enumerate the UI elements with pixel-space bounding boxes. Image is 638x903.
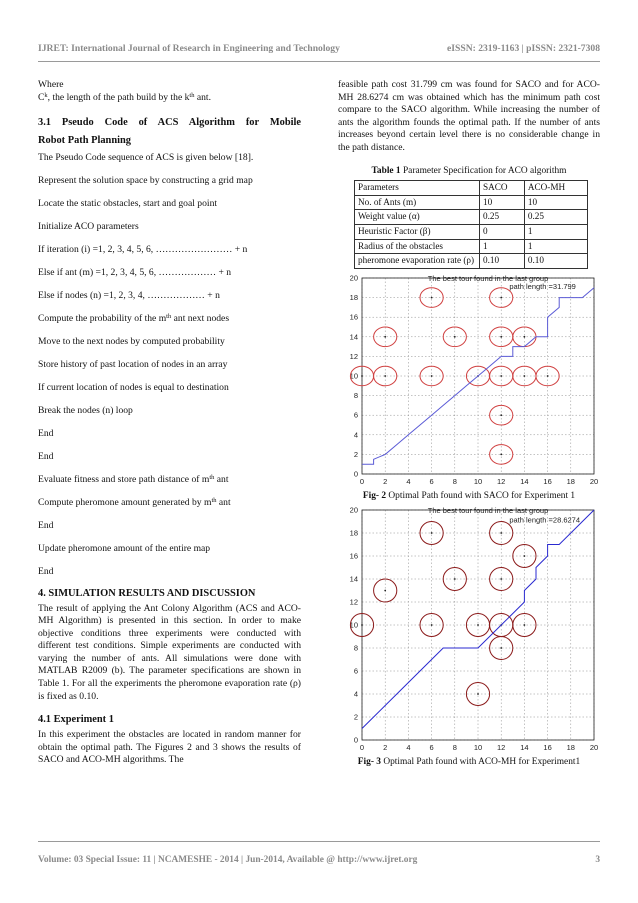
obstacle-center bbox=[431, 296, 433, 298]
pseudo-line: Break the nodes (n) loop bbox=[38, 405, 133, 417]
table-cell: 0.25 bbox=[480, 210, 525, 225]
table-cell: Heuristic Factor (β) bbox=[355, 224, 480, 239]
table-cell: 0.10 bbox=[524, 254, 587, 269]
table-cell: 0.25 bbox=[524, 210, 587, 225]
x-tick-label: 12 bbox=[497, 476, 506, 486]
header-rule bbox=[38, 61, 600, 62]
page-number: 3 bbox=[595, 855, 600, 865]
table-cell: 0 bbox=[480, 224, 525, 239]
table-row bbox=[355, 210, 588, 225]
prob-end: ant next nodes bbox=[171, 313, 230, 325]
obstacle-center bbox=[524, 555, 526, 557]
pher-text: Compute pheromone amount generated by m bbox=[38, 496, 212, 508]
table-cell: 1 bbox=[524, 239, 587, 254]
y-tick-label: 10 bbox=[349, 620, 358, 630]
section-3-1-line1: 3.1 Pseudo Code of ACS Algorithm for Mobile bbox=[38, 117, 301, 129]
path-length-annotation: path length =31.799 bbox=[509, 281, 576, 291]
pseudo-line: Initialize ACO parameters bbox=[38, 221, 139, 233]
x-tick-label: 2 bbox=[383, 476, 388, 486]
pseudo-line: Locate the static obstacles, start and goal point bbox=[38, 198, 218, 210]
y-tick-label: 6 bbox=[353, 666, 358, 676]
obstacle-center bbox=[431, 624, 433, 626]
section-4-paragraph: The result of applying the Ant Colony Algorithm (ACS and ACO-MH Algorithm) is presented in this section. In order to make objective conditions three experiments were conducted with different test conditions. Simple experiments are conducted with varying the number of ants. All simulations were done with MATLAB R2009 (b). The parameter specifications are shown in Table 1. For all the experiments the pheromone evaporation rate (ρ) is fixed as 0.10. bbox=[38, 602, 301, 702]
pseudo-line: End bbox=[38, 450, 54, 462]
x-tick-label: 10 bbox=[473, 743, 483, 753]
table-header-cell: ACO-MH bbox=[524, 181, 587, 196]
section-3-1-line2: Robot Path Planning bbox=[38, 135, 131, 147]
fit-sup: th bbox=[209, 473, 215, 481]
table-header-row bbox=[355, 181, 588, 196]
obstacle-center bbox=[500, 532, 502, 534]
x-tick-label: 20 bbox=[589, 743, 599, 753]
obstacle-center bbox=[500, 414, 502, 416]
y-tick-label: 4 bbox=[353, 689, 358, 699]
chart-title: The best tour found in the last group bbox=[427, 506, 549, 516]
obstacle-center bbox=[547, 375, 549, 377]
obstacle-center bbox=[524, 624, 526, 626]
obstacle-center bbox=[454, 336, 456, 338]
y-tick-label: 16 bbox=[349, 312, 358, 322]
pseudo-line: Move to the next nodes by computed probability bbox=[38, 336, 225, 348]
table-header-cell: SACO bbox=[480, 181, 525, 196]
x-tick-label: 0 bbox=[359, 476, 365, 486]
obstacle-center bbox=[500, 296, 502, 298]
table-header-cell: Parameters bbox=[355, 181, 480, 196]
fit-end: ant bbox=[214, 473, 229, 485]
section-4-1-heading: 4.1 Experiment 1 bbox=[38, 714, 114, 726]
obstacle-center bbox=[500, 578, 502, 580]
pher-sup: th bbox=[211, 496, 217, 504]
obstacle-center bbox=[361, 624, 363, 626]
table-caption-text: Parameter Specification for ACO algorithm bbox=[400, 165, 567, 176]
obstacle-center bbox=[477, 693, 479, 695]
x-tick-label: 0 bbox=[359, 743, 365, 753]
pseudo-line: End bbox=[38, 565, 54, 577]
y-tick-label: 2 bbox=[353, 449, 358, 459]
x-tick-label: 10 bbox=[473, 476, 483, 486]
pseudo-line: Update pheromone amount of the entire map bbox=[38, 542, 211, 554]
table-row bbox=[355, 254, 588, 269]
x-tick-label: 18 bbox=[566, 743, 575, 753]
figure-3-text: Optimal Path found with ACO-MH for Experiment1 bbox=[380, 757, 581, 768]
ck-text: , the length of the path build by the k bbox=[47, 91, 190, 103]
ck-definition bbox=[38, 92, 301, 105]
journal-name: IJRET: International Journal of Research in Engineering and Technology bbox=[38, 43, 340, 54]
section-4-1-paragraph: In this experiment the obstacles are located in random manner for obtain the optimal path. The Figures 2 and 3 shows the results of SACO and ACO-MH algorithms. The bbox=[38, 729, 301, 766]
table-row bbox=[355, 224, 588, 239]
x-tick-label: 4 bbox=[406, 743, 411, 753]
x-tick-label: 2 bbox=[383, 743, 388, 753]
pseudo-line: Store history of past location of nodes in an array bbox=[38, 359, 228, 371]
y-tick-label: 6 bbox=[353, 410, 358, 420]
pher-end: ant bbox=[216, 496, 231, 508]
table-cell: pheromone evaporation rate (ρ) bbox=[355, 254, 480, 269]
table-cell: 10 bbox=[480, 195, 525, 210]
y-tick-label: 2 bbox=[353, 712, 358, 722]
x-tick-label: 6 bbox=[429, 476, 434, 486]
pseudo-line: Else if ant (m) =1, 2, 3, 4, 5, 6, ……………… + n bbox=[38, 267, 232, 279]
path-length-annotation: path length =28.6274 bbox=[509, 515, 581, 525]
y-tick-label: 18 bbox=[349, 528, 358, 538]
x-tick-label: 16 bbox=[543, 476, 552, 486]
footer-rule bbox=[38, 841, 600, 842]
aco-mh-path-chart bbox=[338, 504, 600, 756]
obstacle-center bbox=[500, 336, 502, 338]
prob-text: Compute the probability of the m bbox=[38, 313, 167, 325]
y-tick-label: 12 bbox=[349, 351, 358, 361]
where-text: Where bbox=[38, 79, 64, 90]
ck-symbol: C bbox=[38, 91, 45, 103]
x-tick-label: 18 bbox=[566, 476, 575, 486]
x-tick-label: 8 bbox=[452, 743, 457, 753]
y-tick-label: 0 bbox=[353, 735, 358, 745]
obstacle-center bbox=[500, 375, 502, 377]
obstacle-center bbox=[500, 647, 502, 649]
page-header bbox=[38, 43, 600, 57]
saco-path-chart bbox=[338, 272, 600, 490]
y-tick-label: 8 bbox=[353, 390, 358, 400]
obstacle-center bbox=[361, 375, 363, 377]
y-tick-label: 20 bbox=[349, 273, 358, 283]
x-tick-label: 14 bbox=[520, 476, 529, 486]
obstacle-center bbox=[384, 375, 386, 377]
results-paragraph: feasible path cost 31.799 cm was found for SACO and for ACO-MH 28.6274 cm was obtained which has the minimum path cost compare to the SACO algorithm. While increasing the number of ants the algorithm founds the optimal path. If the number of ants increases beyond certain level there is no considerable change in the path distance. bbox=[338, 79, 600, 153]
pseudo-line: End bbox=[38, 519, 54, 531]
pseudo-fitness bbox=[38, 474, 301, 487]
x-tick-label: 12 bbox=[497, 743, 506, 753]
obstacle-center bbox=[524, 336, 526, 338]
prob-sup: th bbox=[166, 313, 172, 321]
table-cell: 0.10 bbox=[480, 254, 525, 269]
table-row bbox=[355, 195, 588, 210]
obstacle-center bbox=[454, 578, 456, 580]
pseudo-line: Represent the solution space by constructing a grid map bbox=[38, 175, 253, 187]
obstacle-center bbox=[431, 375, 433, 377]
fit-text: Evaluate fitness and store path distance of m bbox=[38, 473, 210, 485]
obstacle-center bbox=[500, 453, 502, 455]
y-tick-label: 20 bbox=[349, 505, 358, 515]
x-tick-label: 8 bbox=[452, 476, 457, 486]
table-row bbox=[355, 239, 588, 254]
obstacle-center bbox=[524, 375, 526, 377]
figure-3-caption bbox=[338, 756, 600, 769]
y-tick-label: 0 bbox=[353, 469, 358, 479]
issn: eISSN: 2319-1163 | pISSN: 2321-7308 bbox=[447, 43, 600, 54]
table-caption bbox=[338, 165, 600, 178]
table-cell: Weight value (α) bbox=[355, 210, 480, 225]
x-tick-label: 20 bbox=[589, 476, 599, 486]
pseudo-line: If current location of nodes is equal to destination bbox=[38, 382, 229, 394]
x-tick-label: 14 bbox=[520, 743, 529, 753]
right-column bbox=[338, 79, 600, 769]
pseudo-line: End bbox=[38, 428, 54, 439]
pseudo-line: If iteration (i) =1, 2, 3, 4, 5, 6, …………………… + n bbox=[38, 244, 248, 256]
obstacle-center bbox=[384, 590, 386, 592]
pseudo-probability bbox=[38, 313, 301, 326]
table-cell: 1 bbox=[524, 224, 587, 239]
pseudo-intro: The Pseudo Code sequence of ACS is given below [18]. bbox=[38, 152, 254, 164]
pseudo-pheromone bbox=[38, 497, 301, 510]
figure-2-caption bbox=[338, 490, 600, 503]
y-tick-label: 12 bbox=[349, 597, 358, 607]
y-tick-label: 18 bbox=[349, 292, 358, 302]
ck-sup: k bbox=[44, 91, 48, 99]
table-cell: 1 bbox=[480, 239, 525, 254]
figure-3-label: Fig- 3 bbox=[357, 757, 381, 768]
table-cell: 10 bbox=[524, 195, 587, 210]
obstacle-center bbox=[384, 336, 386, 338]
section-4-heading: 4. SIMULATION RESULTS AND DISCUSSION bbox=[38, 587, 256, 599]
figure-2-label: Fig- 2 bbox=[362, 490, 387, 501]
obstacle-center bbox=[431, 532, 433, 534]
ck-end: ant. bbox=[194, 91, 211, 103]
x-tick-label: 6 bbox=[429, 743, 434, 753]
y-tick-label: 14 bbox=[349, 332, 358, 342]
table-cell: No. of Ants (m) bbox=[355, 195, 480, 210]
y-tick-label: 4 bbox=[353, 430, 358, 440]
y-tick-label: 10 bbox=[349, 371, 358, 381]
section-3-1-heading bbox=[38, 114, 301, 150]
y-tick-label: 8 bbox=[353, 643, 358, 653]
left-column bbox=[38, 79, 301, 767]
footer-volume: Volume: 03 Special Issue: 11 | NCAMESHE - 2014 | Jun-2014, Available @ http://www.ijret.org bbox=[38, 855, 418, 865]
table-cell: Radius of the obstacles bbox=[355, 239, 480, 254]
obstacle-center bbox=[477, 624, 479, 626]
y-tick-label: 16 bbox=[349, 551, 358, 561]
y-tick-label: 14 bbox=[349, 574, 358, 584]
pseudo-line: Else if nodes (n) =1, 2, 3, 4, ……………… + n bbox=[38, 290, 220, 302]
ck-sup2: th bbox=[189, 91, 195, 99]
x-tick-label: 16 bbox=[543, 743, 552, 753]
x-tick-label: 4 bbox=[406, 476, 411, 486]
chart-title: The best tour found in the last group bbox=[427, 273, 549, 283]
parameter-table bbox=[354, 180, 588, 269]
page-footer bbox=[38, 855, 600, 869]
table-caption-label: Table 1 bbox=[371, 165, 401, 176]
figure-2-text: Optimal Path found with SACO for Experiment 1 bbox=[386, 490, 576, 501]
